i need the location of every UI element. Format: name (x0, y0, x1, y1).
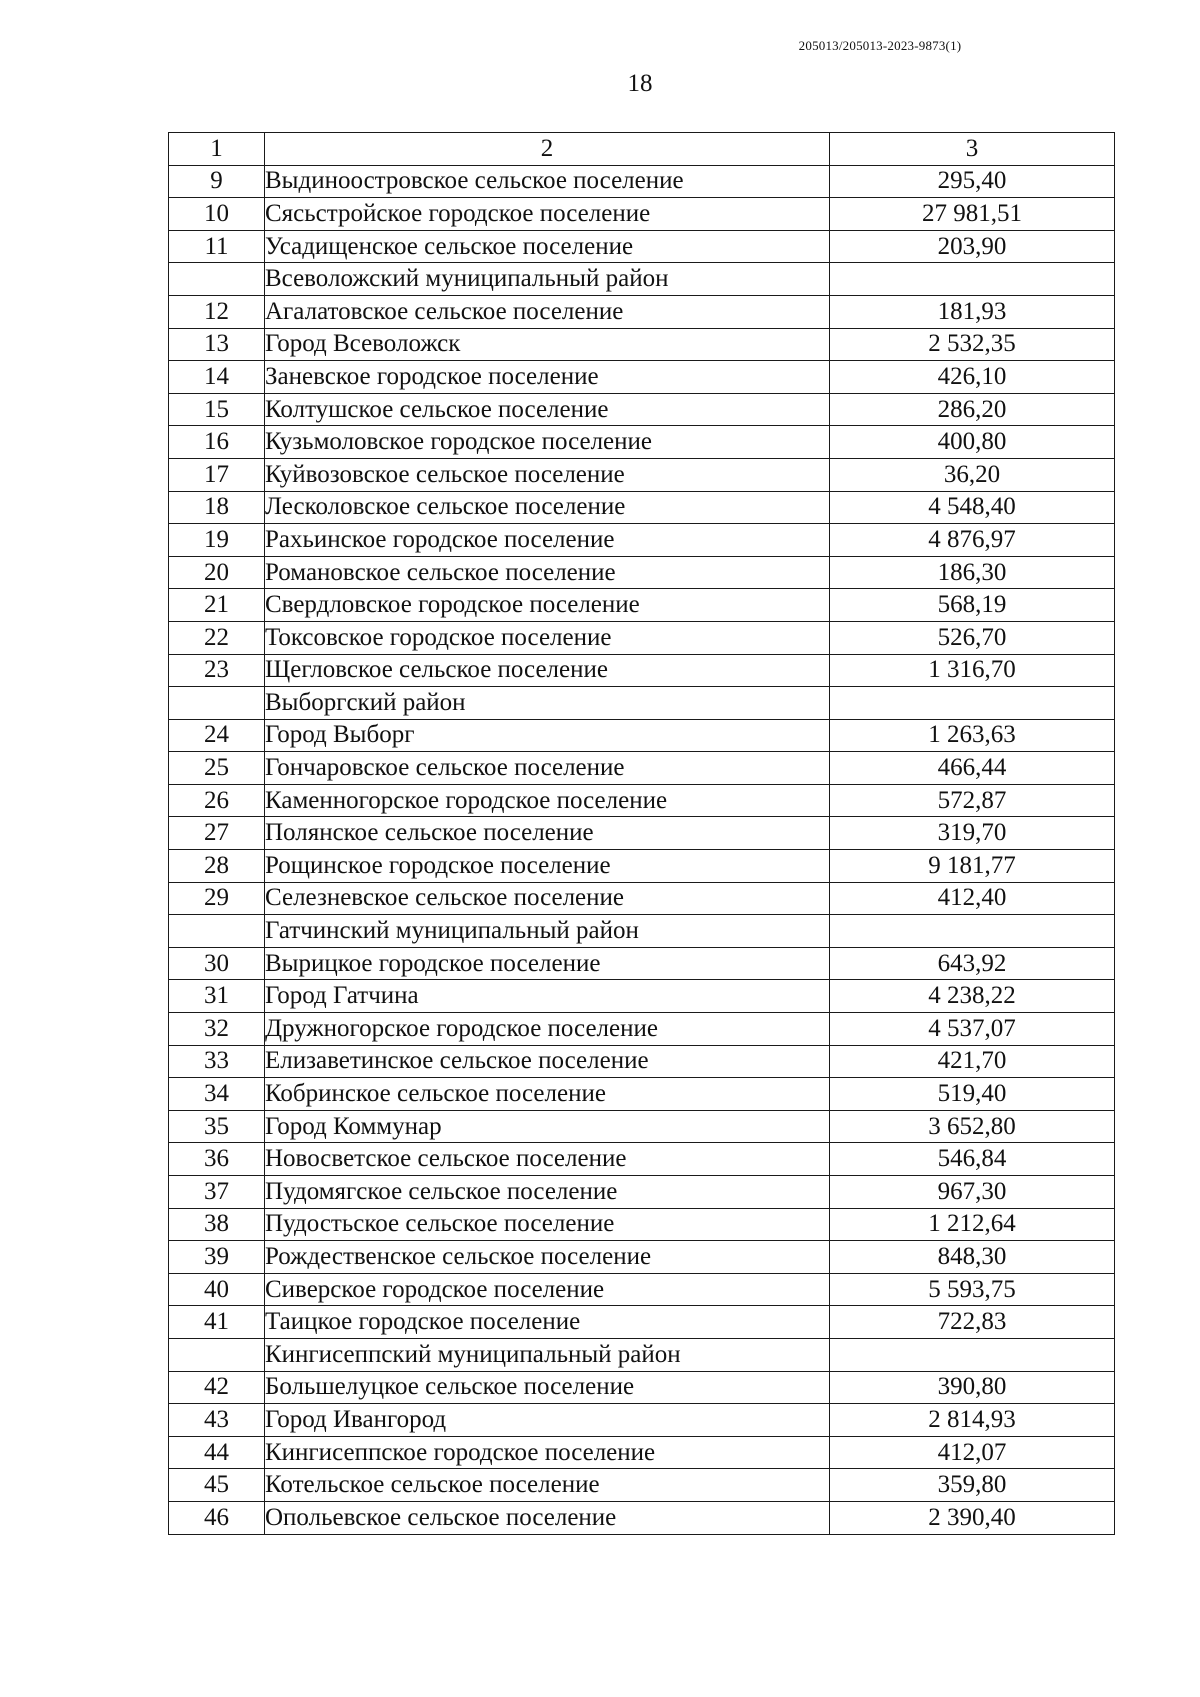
table-row (169, 1273, 1115, 1306)
row-value-cell: 466,44 (830, 752, 1115, 785)
row-value-cell: 319,70 (830, 817, 1115, 850)
row-value-cell: 2 814,93 (830, 1404, 1115, 1437)
row-name-cell: Дружногорское городское поселение (265, 1013, 830, 1046)
row-name-cell: Выборгский район (265, 687, 830, 720)
row-name-cell: Выдиноостровское сельское поселение (265, 165, 830, 198)
table-row (169, 491, 1115, 524)
table-row (169, 1436, 1115, 1469)
row-number-cell: 44 (169, 1436, 265, 1469)
row-number-cell (169, 263, 265, 296)
row-number-cell: 34 (169, 1078, 265, 1111)
row-number-cell: 18 (169, 491, 265, 524)
row-number-cell: 42 (169, 1371, 265, 1404)
table-row (169, 947, 1115, 980)
row-value-cell: 519,40 (830, 1078, 1115, 1111)
row-name-cell: Токсовское городское поселение (265, 621, 830, 654)
row-value-cell: 203,90 (830, 230, 1115, 263)
row-name-cell: Заневское городское поселение (265, 361, 830, 394)
row-number-cell: 30 (169, 947, 265, 980)
row-value-cell: 36,20 (830, 458, 1115, 491)
table-row (169, 165, 1115, 198)
row-name-cell: Кингисеппский муниципальный район (265, 1338, 830, 1371)
row-name-cell: Опольевское сельское поселение (265, 1501, 830, 1534)
row-name-cell: Всеволожский муниципальный район (265, 263, 830, 296)
table-row (169, 1078, 1115, 1111)
row-value-cell: 27 981,51 (830, 198, 1115, 231)
row-number-cell: 31 (169, 980, 265, 1013)
column-header-2: 2 (265, 133, 830, 166)
table-row (169, 654, 1115, 687)
row-number-cell: 19 (169, 524, 265, 557)
row-number-cell (169, 687, 265, 720)
table-row (169, 426, 1115, 459)
table-row (169, 784, 1115, 817)
row-number-cell: 26 (169, 784, 265, 817)
table-row (169, 295, 1115, 328)
table-row (169, 1469, 1115, 1502)
row-number-cell: 22 (169, 621, 265, 654)
settlements-table (168, 132, 1115, 1535)
row-name-cell: Город Ивангород (265, 1404, 830, 1437)
table-row (169, 198, 1115, 231)
row-number-cell: 21 (169, 589, 265, 622)
row-name-cell: Большелуцкое сельское поселение (265, 1371, 830, 1404)
row-number-cell: 9 (169, 165, 265, 198)
row-number-cell: 35 (169, 1110, 265, 1143)
table-row (169, 1371, 1115, 1404)
table-row (169, 458, 1115, 491)
row-value-cell: 286,20 (830, 393, 1115, 426)
row-name-cell: Гатчинский муниципальный район (265, 915, 830, 948)
row-value-cell: 546,84 (830, 1143, 1115, 1176)
row-number-cell: 10 (169, 198, 265, 231)
row-number-cell (169, 1338, 265, 1371)
row-value-cell: 2 532,35 (830, 328, 1115, 361)
row-name-cell: Усадищенское сельское поселение (265, 230, 830, 263)
row-name-cell: Котельское сельское поселение (265, 1469, 830, 1502)
table-row (169, 589, 1115, 622)
table-row (169, 1241, 1115, 1274)
row-value-cell: 181,93 (830, 295, 1115, 328)
row-value-cell: 4 548,40 (830, 491, 1115, 524)
row-number-cell: 28 (169, 850, 265, 883)
row-value-cell: 1 212,64 (830, 1208, 1115, 1241)
row-number-cell: 16 (169, 426, 265, 459)
row-number-cell: 20 (169, 556, 265, 589)
row-name-cell: Вырицкое городское поселение (265, 947, 830, 980)
document-id: 205013/205013-2023-9873(1) (798, 38, 962, 53)
row-number-cell: 17 (169, 458, 265, 491)
row-name-cell: Рощинское городское поселение (265, 850, 830, 883)
row-value-cell: 5 593,75 (830, 1273, 1115, 1306)
table-row (169, 1306, 1115, 1339)
row-value-cell: 967,30 (830, 1176, 1115, 1209)
row-number-cell: 41 (169, 1306, 265, 1339)
table-row (169, 524, 1115, 557)
row-value-cell: 186,30 (830, 556, 1115, 589)
row-value-cell: 722,83 (830, 1306, 1115, 1339)
table-row (169, 752, 1115, 785)
row-number-cell: 43 (169, 1404, 265, 1437)
row-number-cell: 32 (169, 1013, 265, 1046)
row-number-cell: 13 (169, 328, 265, 361)
row-number-cell: 29 (169, 882, 265, 915)
row-number-cell: 40 (169, 1273, 265, 1306)
row-name-cell: Куйвозовское сельское поселение (265, 458, 830, 491)
row-name-cell: Таицкое городское поселение (265, 1306, 830, 1339)
row-name-cell: Свердловское городское поселение (265, 589, 830, 622)
row-name-cell: Кузьмоловское городское поселение (265, 426, 830, 459)
row-number-cell: 37 (169, 1176, 265, 1209)
row-number-cell: 12 (169, 295, 265, 328)
table-row (169, 882, 1115, 915)
row-value-cell: 359,80 (830, 1469, 1115, 1502)
table-row (169, 719, 1115, 752)
row-name-cell: Рождественское сельское поселение (265, 1241, 830, 1274)
table-header-row (169, 133, 1115, 166)
row-name-cell: Кобринское сельское поселение (265, 1078, 830, 1111)
row-number-cell (169, 915, 265, 948)
row-name-cell: Полянское сельское поселение (265, 817, 830, 850)
row-number-cell: 33 (169, 1045, 265, 1078)
row-value-cell: 400,80 (830, 426, 1115, 459)
row-number-cell: 36 (169, 1143, 265, 1176)
table-row (169, 1501, 1115, 1534)
row-value-cell: 390,80 (830, 1371, 1115, 1404)
table-row-section (169, 915, 1115, 948)
row-name-cell: Агалатовское сельское поселение (265, 295, 830, 328)
row-name-cell: Пудостьское сельское поселение (265, 1208, 830, 1241)
table-row (169, 230, 1115, 263)
row-value-cell: 412,40 (830, 882, 1115, 915)
table-row (169, 328, 1115, 361)
table-row (169, 1143, 1115, 1176)
row-value-cell: 526,70 (830, 621, 1115, 654)
row-value-cell: 643,92 (830, 947, 1115, 980)
row-value-cell: 412,07 (830, 1436, 1115, 1469)
row-value-cell: 4 876,97 (830, 524, 1115, 557)
row-value-cell: 4 537,07 (830, 1013, 1115, 1046)
table-row (169, 850, 1115, 883)
table-row (169, 393, 1115, 426)
table-row (169, 1404, 1115, 1437)
row-value-cell: 1 316,70 (830, 654, 1115, 687)
row-name-cell: Город Выборг (265, 719, 830, 752)
table-row (169, 1013, 1115, 1046)
row-name-cell: Колтушское сельское поселение (265, 393, 830, 426)
row-name-cell: Сясьстройское городское поселение (265, 198, 830, 231)
row-value-cell (830, 915, 1115, 948)
row-value-cell: 421,70 (830, 1045, 1115, 1078)
row-name-cell: Гончаровское сельское поселение (265, 752, 830, 785)
row-number-cell: 38 (169, 1208, 265, 1241)
row-value-cell: 9 181,77 (830, 850, 1115, 883)
row-name-cell: Елизаветинское сельское поселение (265, 1045, 830, 1078)
row-value-cell: 295,40 (830, 165, 1115, 198)
row-value-cell: 4 238,22 (830, 980, 1115, 1013)
table-row (169, 1045, 1115, 1078)
row-name-cell: Город Всеволожск (265, 328, 830, 361)
row-number-cell: 11 (169, 230, 265, 263)
row-value-cell (830, 1338, 1115, 1371)
row-value-cell (830, 687, 1115, 720)
row-number-cell: 23 (169, 654, 265, 687)
table-row (169, 556, 1115, 589)
row-name-cell: Щегловское сельское поселение (265, 654, 830, 687)
table-row-section (169, 1338, 1115, 1371)
row-name-cell: Селезневское сельское поселение (265, 882, 830, 915)
row-number-cell: 25 (169, 752, 265, 785)
row-value-cell: 426,10 (830, 361, 1115, 394)
table-row (169, 1110, 1115, 1143)
row-number-cell: 46 (169, 1501, 265, 1534)
row-name-cell: Город Коммунар (265, 1110, 830, 1143)
row-number-cell: 27 (169, 817, 265, 850)
row-value-cell: 3 652,80 (830, 1110, 1115, 1143)
row-value-cell: 568,19 (830, 589, 1115, 622)
row-value-cell: 848,30 (830, 1241, 1115, 1274)
row-name-cell: Сиверское городское поселение (265, 1273, 830, 1306)
row-name-cell: Город Гатчина (265, 980, 830, 1013)
table-row (169, 1176, 1115, 1209)
row-value-cell: 1 263,63 (830, 719, 1115, 752)
table-row (169, 1208, 1115, 1241)
table-row (169, 980, 1115, 1013)
row-name-cell: Новосветское сельское поселение (265, 1143, 830, 1176)
page-number: 18 (627, 70, 653, 97)
row-name-cell: Лесколовское сельское поселение (265, 491, 830, 524)
row-number-cell: 14 (169, 361, 265, 394)
row-value-cell: 2 390,40 (830, 1501, 1115, 1534)
row-value-cell (830, 263, 1115, 296)
table-row (169, 621, 1115, 654)
table-row-section (169, 687, 1115, 720)
column-header-3: 3 (830, 133, 1115, 166)
table-row (169, 817, 1115, 850)
row-number-cell: 39 (169, 1241, 265, 1274)
table-row-section (169, 263, 1115, 296)
row-name-cell: Пудомягское сельское поселение (265, 1176, 830, 1209)
row-name-cell: Рахьинское городское поселение (265, 524, 830, 557)
row-number-cell: 24 (169, 719, 265, 752)
column-header-1: 1 (169, 133, 265, 166)
row-name-cell: Кингисеппское городское поселение (265, 1436, 830, 1469)
row-number-cell: 45 (169, 1469, 265, 1502)
table-row (169, 361, 1115, 394)
row-name-cell: Каменногорское городское поселение (265, 784, 830, 817)
row-value-cell: 572,87 (830, 784, 1115, 817)
row-name-cell: Романовское сельское поселение (265, 556, 830, 589)
row-number-cell: 15 (169, 393, 265, 426)
